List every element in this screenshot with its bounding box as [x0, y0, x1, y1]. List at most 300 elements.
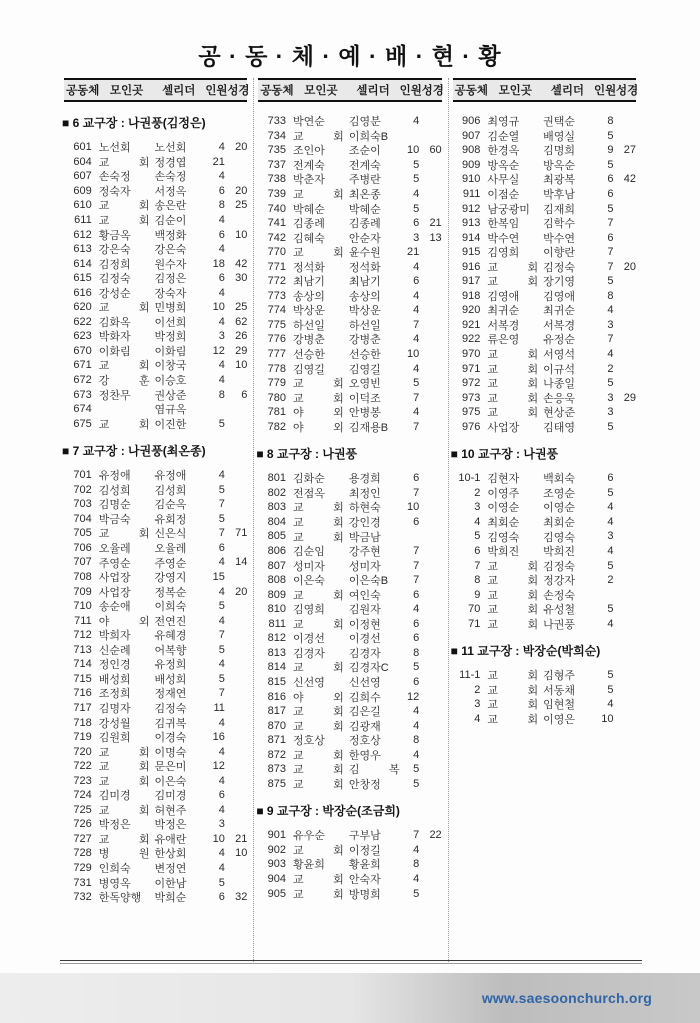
cell-meeting-place: 교 회	[487, 378, 539, 391]
header-cell-leader: 셀리더	[162, 85, 196, 97]
cell-community: 908	[462, 144, 481, 157]
table-row	[258, 529, 441, 544]
cell-community: 804	[267, 515, 287, 528]
cell-community: 701	[73, 469, 92, 482]
table-row	[453, 558, 636, 573]
cell-community: 2	[474, 683, 481, 696]
table-row	[64, 744, 247, 759]
table-row	[64, 213, 247, 228]
cell-attendance: 12	[212, 344, 225, 357]
cell-meeting-place: 김영애	[487, 290, 520, 303]
cell-attendance: 6	[218, 228, 225, 241]
table-row	[64, 285, 247, 300]
cell-meeting-place: 인희숙	[98, 862, 131, 875]
cell-meeting-place: 김미경	[98, 790, 131, 803]
table-row	[64, 512, 247, 527]
cell-community: 615	[73, 272, 92, 285]
cell-leader: 여인숙	[348, 589, 381, 602]
cell-community: 780	[267, 391, 287, 404]
cell-community: 911	[462, 188, 481, 200]
website-url[interactable]: www.saesoonchurch.org	[481, 990, 652, 1006]
cell-meeting-place: 정호상	[293, 735, 325, 748]
cell-community: 902	[267, 843, 287, 856]
cell-leader: 나권풍	[543, 618, 576, 631]
cell-community: 727	[73, 832, 92, 845]
cell-meeting-place: 교 회	[487, 363, 539, 376]
cell-leader: 유정희	[154, 659, 187, 672]
cell-community: 976	[462, 420, 481, 433]
cell-attendance: 5	[218, 672, 225, 685]
cell-meeting-place: 박혜순	[293, 203, 325, 216]
cell-attendance: 5	[413, 202, 420, 215]
table-row	[258, 187, 441, 202]
table-row	[258, 886, 441, 901]
cell-attendance: 5	[413, 661, 420, 674]
cell-leader: 최온종	[348, 189, 381, 202]
cell-leader: 이정현	[348, 618, 381, 631]
cell-attendance: 16	[212, 731, 225, 744]
cell-community: 806	[267, 545, 287, 558]
cell-community: 907	[462, 129, 481, 142]
cell-community: 913	[462, 217, 481, 230]
cell-attendance: 7	[607, 217, 614, 230]
cell-leader: 최광복	[543, 174, 576, 187]
cell-leader: 유성철	[543, 604, 576, 617]
cell-leader: 황윤희	[348, 859, 381, 872]
table-row	[453, 274, 636, 289]
cell-meeting-place: 교 회	[293, 516, 344, 529]
cell-community: 739	[267, 188, 287, 200]
cell-community: 782	[267, 420, 287, 433]
column-body	[64, 114, 247, 904]
cell-attendance: 5	[218, 643, 225, 656]
cell-leader: 이명숙	[154, 746, 187, 759]
cell-meeting-place: 박희자	[98, 630, 131, 643]
cell-meeting-place: 교 회	[487, 670, 539, 683]
cell-leader: 어복향	[154, 644, 187, 657]
cell-bible: 42	[623, 173, 637, 186]
cell-leader: 김경자C	[348, 662, 389, 675]
cell-community: 813	[267, 646, 287, 659]
cell-meeting-place: 교 회	[293, 531, 344, 544]
cell-meeting-place: 김영길	[293, 363, 325, 376]
cell-meeting-place: 조인아	[293, 145, 325, 158]
table-row	[64, 613, 247, 628]
cell-meeting-place: 김명순	[98, 499, 131, 512]
table-row	[258, 500, 441, 515]
cell-attendance: 6	[413, 472, 420, 485]
cell-attendance: 5	[413, 763, 420, 776]
cell-attendance: 6	[413, 217, 420, 230]
cell-attendance: 8	[607, 289, 614, 302]
cell-community: 803	[267, 501, 287, 514]
table-row	[64, 468, 247, 483]
cell-attendance: 5	[413, 777, 420, 790]
cell-attendance: 7	[218, 629, 225, 642]
cell-meeting-place: 오율레	[98, 542, 131, 555]
cell-meeting-place: 교 회	[487, 575, 539, 588]
cell-meeting-place: 교 회	[293, 247, 344, 260]
cell-attendance: 4	[218, 359, 225, 372]
cell-meeting-place: 최귀순	[487, 305, 520, 318]
cell-community: 2	[474, 486, 481, 499]
cell-meeting-place: 전계숙	[293, 159, 325, 172]
table-row	[258, 259, 441, 274]
cell-attendance: 5	[607, 420, 614, 433]
cell-meeting-place: 교 회	[293, 378, 344, 391]
cell-meeting-place: 이화림	[98, 345, 131, 358]
cell-leader: 정경엽	[154, 156, 187, 169]
cell-attendance: 6	[413, 675, 420, 688]
table-row	[64, 329, 247, 344]
cell-bible: 71	[235, 527, 248, 540]
cell-leader: 박정희	[154, 331, 187, 344]
cell-leader: 박희진	[543, 546, 576, 559]
cell-leader: 권택순	[543, 116, 576, 129]
table-row	[258, 762, 441, 777]
cell-attendance: 11	[213, 701, 225, 714]
cell-community: 614	[73, 257, 92, 270]
cell-bible: 21	[235, 832, 248, 845]
cell-meeting-place: 강성월	[98, 717, 131, 730]
cell-leader: 유정순	[543, 334, 576, 347]
cell-attendance: 6	[218, 541, 225, 554]
cell-leader: 한영우	[348, 749, 381, 762]
cell-attendance: 21	[212, 155, 225, 168]
cell-leader: 조순이	[348, 145, 381, 158]
cell-meeting-place: 교 회	[98, 302, 150, 315]
cell-leader: 이한남	[154, 877, 187, 890]
cell-attendance: 8	[218, 388, 225, 401]
cell-meeting-place: 송상의	[293, 290, 325, 303]
cell-bible: 6	[241, 388, 248, 401]
cell-leader: 하선일	[348, 319, 381, 332]
cell-meeting-place: 김순임	[293, 546, 325, 559]
cell-community: 972	[462, 377, 481, 390]
table-row	[64, 198, 247, 213]
cell-leader: 이영순	[543, 502, 576, 515]
column-header-row	[258, 78, 444, 102]
cell-community: 903	[267, 858, 287, 871]
section-header: ■ 7 교구장 : 나권풍(최온종)	[62, 443, 206, 458]
cell-leader: 선승한	[348, 349, 381, 362]
cell-meeting-place: 박상운	[293, 305, 325, 318]
table-column-2	[253, 78, 448, 962]
cell-community: 814	[267, 661, 287, 674]
cell-community: 734	[267, 129, 287, 142]
table-row	[453, 529, 636, 544]
cell-community: 11-1	[459, 669, 481, 682]
header-attendance: 인원	[593, 85, 617, 97]
cell-community: 4	[474, 712, 481, 725]
header-attendance: 인원	[399, 85, 422, 97]
cell-attendance: 10	[212, 832, 225, 845]
cell-meeting-place: 교 회	[487, 276, 539, 289]
cell-community: 922	[462, 333, 481, 346]
cell-community: 613	[73, 243, 92, 256]
table-row	[64, 803, 247, 818]
table-row	[64, 402, 247, 417]
cell-attendance: 4	[218, 243, 225, 256]
column-header-row	[64, 78, 250, 102]
cell-community: 742	[267, 231, 287, 244]
cell-meeting-place: 최영규	[487, 116, 520, 129]
table-row	[258, 347, 441, 362]
cell-leader: 유애란	[154, 833, 187, 846]
header-cell-leader: 셀리더	[550, 85, 585, 97]
cell-community: 914	[462, 231, 481, 244]
table-row	[453, 158, 636, 173]
cell-community: 712	[73, 629, 92, 642]
table-row	[258, 143, 441, 158]
cell-meeting-place: 한독양행	[98, 892, 142, 905]
cell-attendance: 7	[413, 391, 420, 404]
table-row	[258, 129, 441, 144]
cell-leader: 김학수	[543, 218, 576, 231]
cell-community: 918	[462, 289, 481, 302]
cell-attendance: 4	[413, 872, 420, 885]
cell-attendance: 6	[413, 588, 420, 601]
cell-community: 10-1	[458, 472, 481, 485]
cell-attendance: 4	[218, 315, 225, 328]
cell-leader: 김성희	[154, 484, 187, 497]
cell-leader: 서영석	[543, 349, 576, 362]
cell-meeting-place: 강은숙	[98, 244, 131, 257]
cell-leader: 서정옥	[154, 185, 187, 198]
table-row	[258, 617, 441, 632]
cell-meeting-place: 병영옥	[98, 877, 131, 890]
cell-community: 811	[268, 617, 287, 630]
table-row	[64, 300, 247, 315]
cell-community: 802	[267, 486, 287, 499]
cell-community: 775	[267, 318, 287, 331]
cell-meeting-place: 최남기	[293, 276, 325, 289]
cell-community: 973	[462, 391, 481, 404]
cell-leader: 조영순	[543, 487, 576, 500]
cell-community: 7	[474, 559, 481, 572]
cell-community: 737	[267, 158, 287, 171]
cell-attendance: 5	[607, 275, 614, 288]
cell-leader: 이희숙	[154, 601, 187, 614]
cell-community: 715	[73, 672, 92, 685]
cell-attendance: 3	[218, 818, 225, 831]
cell-leader: 이화림	[154, 345, 187, 358]
cell-leader: 임현철	[543, 699, 576, 712]
cell-meeting-place: 교 회	[293, 130, 344, 143]
cell-leader: 박수연	[543, 232, 576, 245]
cell-community: 875	[267, 777, 287, 790]
table-row	[258, 332, 441, 347]
cell-community: 920	[462, 304, 481, 317]
cell-bible: 20	[235, 141, 248, 154]
cell-attendance: 5	[607, 603, 614, 616]
cell-meeting-place: 신순례	[98, 644, 131, 657]
cell-meeting-place: 강 훈	[98, 375, 150, 388]
table-row	[64, 788, 247, 803]
cell-meeting-place: 교 회	[487, 261, 539, 274]
table-row	[258, 216, 441, 231]
cell-community: 873	[267, 763, 287, 776]
cell-meeting-place: 김명자	[98, 702, 131, 715]
cell-attendance: 5	[607, 559, 614, 572]
table-row	[64, 890, 247, 905]
cell-attendance: 7	[218, 527, 225, 540]
cell-meeting-place: 정찬무	[98, 389, 131, 402]
table-row	[258, 733, 441, 748]
cell-community: 801	[267, 472, 287, 485]
table-row	[258, 857, 441, 872]
table-row	[258, 274, 441, 289]
cell-meeting-place: 서복경	[487, 319, 520, 332]
cell-attendance: 5	[607, 202, 614, 215]
cell-attendance: 5	[607, 158, 614, 171]
cell-bible: 10	[235, 847, 248, 860]
cell-community: 812	[267, 632, 287, 645]
cell-community: 905	[267, 887, 287, 900]
cell-attendance: 7	[413, 545, 420, 558]
table-column-3	[449, 78, 642, 962]
cell-meeting-place: 교 회	[293, 589, 344, 602]
table-row	[453, 201, 636, 216]
cell-bible: 22	[429, 829, 442, 842]
table-row	[64, 570, 247, 585]
worship-status-table	[60, 78, 642, 962]
cell-attendance: 5	[218, 417, 225, 430]
cell-leader: 문은미	[154, 761, 187, 774]
cell-leader: 노선회	[154, 142, 187, 155]
cell-community: 707	[73, 556, 92, 569]
cell-leader: 이승호	[154, 375, 187, 388]
cell-attendance: 8	[413, 734, 420, 747]
cell-meeting-place: 최회순	[487, 516, 520, 529]
cell-leader: 김영애	[543, 290, 576, 303]
header-bible: 성경	[615, 85, 639, 97]
cell-attendance: 7	[413, 420, 420, 433]
cell-meeting-place: 박화자	[98, 331, 131, 344]
cell-attendance: 4	[413, 843, 420, 856]
table-row	[453, 602, 636, 617]
cell-meeting-place: 배성희	[98, 673, 131, 686]
cell-community: 675	[73, 417, 92, 430]
cell-attendance: 4	[607, 501, 614, 514]
cell-attendance: 4	[413, 705, 420, 718]
cell-community: 809	[267, 588, 287, 601]
cell-attendance: 4	[413, 603, 420, 616]
table-row	[258, 718, 441, 733]
cell-community: 709	[73, 585, 92, 598]
cell-community: 815	[267, 675, 287, 688]
cell-leader: 김재용B	[348, 421, 389, 434]
cell-attendance: 4	[218, 469, 225, 482]
cell-meeting-place: 김화옥	[98, 316, 131, 329]
table-row	[64, 242, 247, 257]
section-header: ■ 10 교구장 : 나권풍	[450, 447, 559, 462]
cell-meeting-place: 교 회	[293, 189, 344, 202]
cell-leader: 권상준	[154, 389, 187, 402]
cell-attendance: 6	[218, 789, 225, 802]
table-row	[64, 701, 247, 716]
cell-community: 971	[462, 362, 481, 375]
table-row	[453, 668, 636, 683]
cell-attendance: 10	[406, 144, 420, 157]
cell-community: 620	[73, 301, 92, 314]
cell-community: 6	[474, 545, 481, 558]
cell-meeting-place: 조정희	[98, 688, 131, 701]
cell-leader: 이덕조	[348, 392, 381, 405]
cell-attendance: 4	[413, 362, 420, 375]
cell-leader: 김원자	[348, 604, 381, 617]
cell-community: 4	[474, 515, 481, 528]
cell-meeting-place: 김성희	[98, 484, 131, 497]
cell-meeting-place: 교 회	[487, 699, 539, 712]
cell-attendance: 5	[607, 683, 614, 696]
cell-attendance: 15	[212, 571, 225, 584]
cell-leader: 김영길	[348, 363, 381, 376]
table-row	[453, 405, 636, 420]
cell-leader: 장기영	[543, 276, 576, 289]
cell-attendance: 4	[607, 348, 614, 361]
cell-meeting-place: 김영희	[293, 604, 325, 617]
table-row	[453, 143, 636, 158]
cell-leader: 신선영	[348, 676, 381, 689]
cell-community: 711	[74, 614, 92, 627]
cell-attendance: 6	[607, 231, 614, 244]
table-row	[453, 419, 636, 434]
cell-meeting-place: 교 회	[98, 528, 150, 541]
table-row	[64, 140, 247, 155]
footer-bar	[0, 973, 700, 1023]
cell-meeting-place: 손숙정	[98, 171, 131, 184]
cell-attendance: 4	[218, 847, 225, 860]
cell-leader: 허현주	[154, 804, 187, 817]
cell-leader: 강주현	[348, 546, 381, 559]
table-row	[64, 846, 247, 861]
table-row	[453, 187, 636, 202]
header-community: 공동체	[454, 85, 488, 97]
table-bottom-rule	[60, 960, 642, 964]
cell-attendance: 4	[218, 374, 225, 387]
cell-leader: 최남기	[348, 276, 381, 289]
cell-leader: 김광재	[348, 720, 381, 733]
cell-attendance: 7	[607, 246, 614, 259]
table-row	[258, 747, 441, 762]
cell-community: 723	[73, 774, 92, 787]
cell-meeting-place: 성미자	[293, 560, 325, 573]
table-row	[258, 558, 441, 573]
cell-attendance: 3	[413, 231, 420, 244]
table-row	[64, 526, 247, 541]
header-community: 공동체	[260, 85, 294, 97]
cell-leader: 오율레	[154, 542, 187, 555]
cell-attendance: 6	[607, 173, 614, 186]
cell-community: 912	[462, 202, 481, 215]
cell-leader: 이영은	[543, 713, 576, 726]
cell-attendance: 6	[218, 272, 225, 285]
cell-leader: 정재연	[154, 688, 187, 701]
cell-leader: 송은란	[154, 200, 187, 213]
cell-meeting-place: 박수연	[487, 232, 520, 245]
cell-meeting-place: 황윤희	[293, 859, 325, 872]
cell-attendance: 4	[607, 304, 614, 317]
cell-meeting-place: 한복임	[487, 218, 520, 231]
cell-leader: 정강자	[543, 575, 576, 588]
cell-attendance: 2	[607, 574, 614, 587]
table-row	[64, 184, 247, 199]
cell-attendance: 5	[413, 158, 420, 171]
cell-attendance: 4	[218, 214, 225, 226]
cell-meeting-place: 전점옥	[293, 487, 325, 500]
table-row	[453, 361, 636, 376]
